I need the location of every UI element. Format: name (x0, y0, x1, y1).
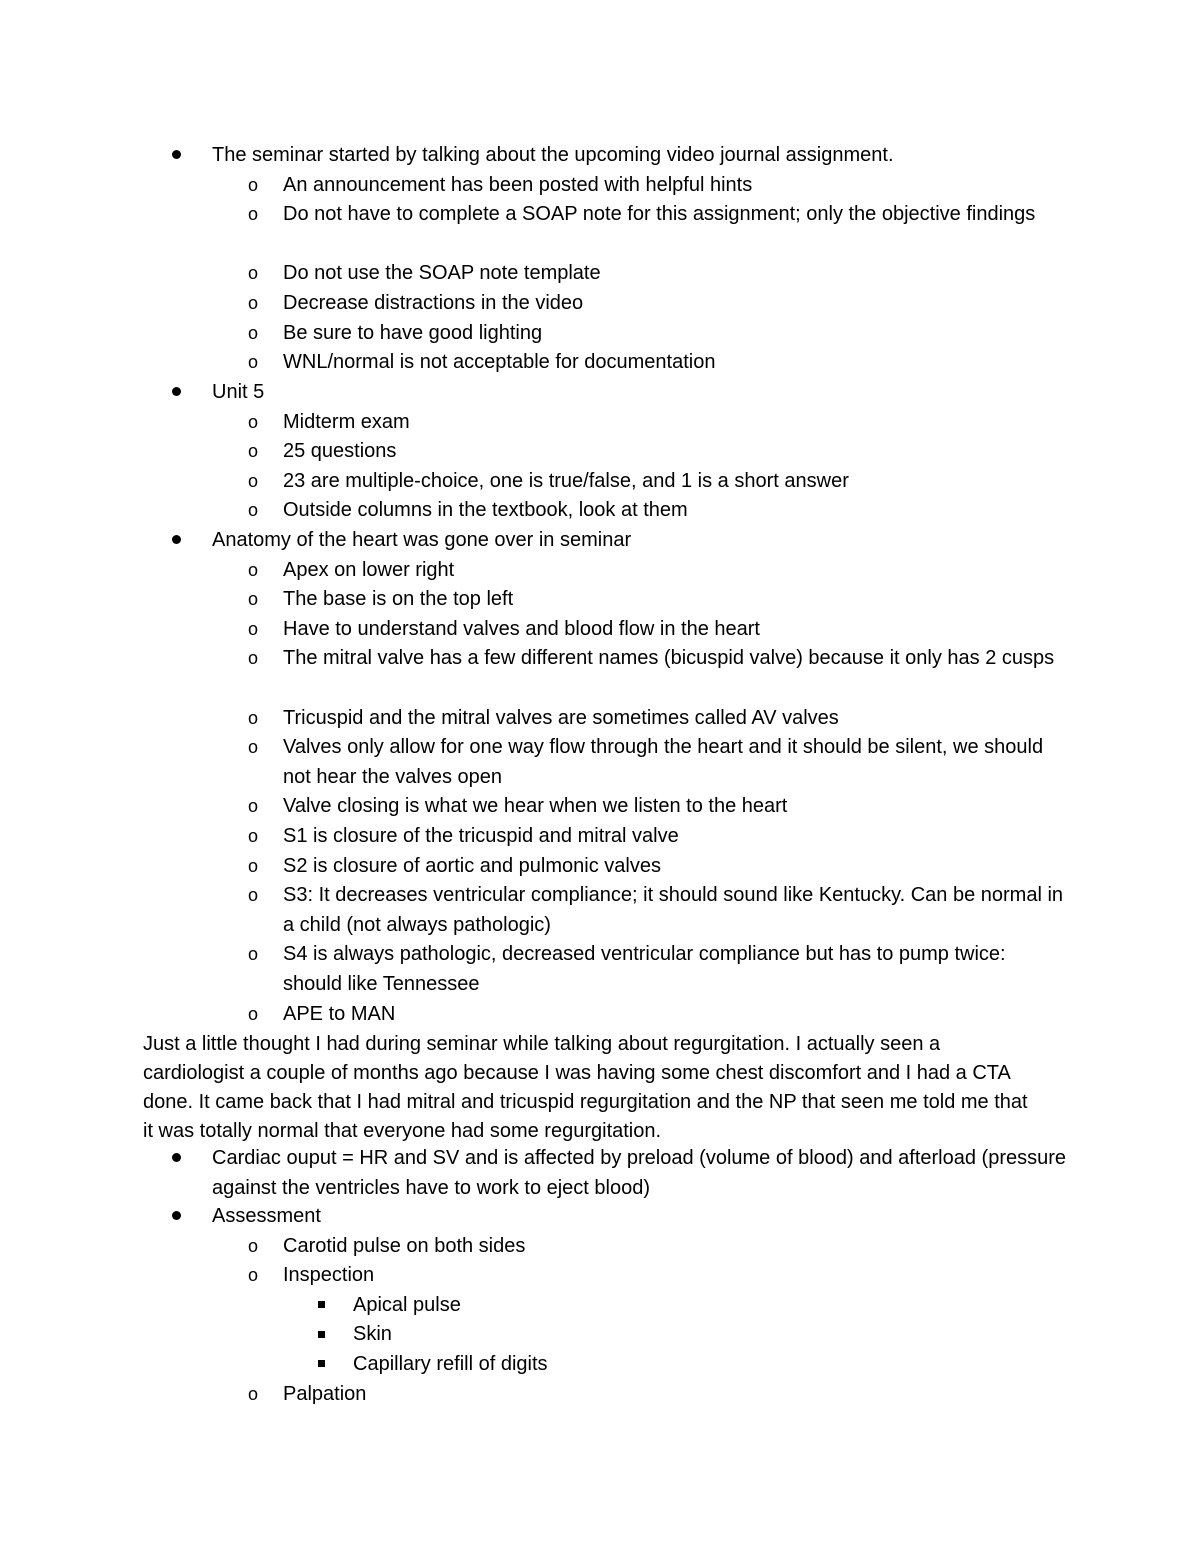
bullet-circle-icon: o (248, 292, 259, 313)
bullet-dot-icon (172, 1202, 181, 1232)
bullet-square-icon (318, 1291, 325, 1321)
list-item: o Tricuspid and the mitral valves are sometimes called AV valves (0, 704, 1200, 734)
list-item: o 23 are multiple-choice, one is true/false, and 1 is a short answer (0, 467, 1200, 497)
bullet-dot-icon (172, 141, 181, 171)
list-item: o Palpation (0, 1380, 1200, 1410)
list-item: o The mitral valve has a few different names (bicuspid valve) because it only has 2 cusps (0, 644, 1200, 703)
list-item: o APE to MAN (0, 1000, 1200, 1030)
bullet-circle-icon: o (248, 500, 259, 521)
list-item: o Valves only allow for one way flow through the heart and it should be silent, we should not hear the valves open (0, 733, 1200, 792)
bullet-circle-icon: o (248, 411, 259, 432)
list-item: o Valve closing is what we hear when we listen to the heart (0, 792, 1200, 822)
list-item: o Outside columns in the textbook, look at them (0, 496, 1200, 526)
bullet-circle-icon: o (248, 737, 259, 758)
list-item: The seminar started by talking about the upcoming video journal assignment. (0, 141, 1200, 171)
bullet-square-icon (318, 1350, 325, 1380)
bullet-circle-icon: o (248, 470, 259, 491)
list-item: o S1 is closure of the tricuspid and mitral valve (0, 822, 1200, 852)
bullet-circle-icon: o (248, 174, 259, 195)
list-item: o Be sure to have good lighting (0, 319, 1200, 349)
list-item: Anatomy of the heart was gone over in seminar (0, 526, 1200, 556)
list-item: o An announcement has been posted with helpful hints (0, 171, 1200, 201)
bullet-square-icon (318, 1320, 325, 1350)
list-item: o WNL/normal is not acceptable for documentation (0, 348, 1200, 378)
list-item: o S2 is closure of aortic and pulmonic valves (0, 852, 1200, 882)
section-assessment (0, 1202, 1200, 1409)
list-item: o Decrease distractions in the video (0, 289, 1200, 319)
list-item: o Do not use the SOAP note template (0, 259, 1200, 289)
list-item: Apical pulse (0, 1291, 1200, 1321)
bullet-circle-icon: o (248, 648, 259, 669)
bullet-circle-icon: o (248, 944, 259, 965)
bullet-circle-icon: o (248, 352, 259, 373)
list-item: o Have to understand valves and blood flow in the heart (0, 615, 1200, 645)
bullet-circle-icon: o (248, 441, 259, 462)
list-item: Capillary refill of digits (0, 1350, 1200, 1380)
bullet-circle-icon: o (248, 825, 259, 846)
section-video-journal (0, 141, 1200, 378)
list-item: o Apex on lower right (0, 556, 1200, 586)
bullet-circle-icon: o (248, 1383, 259, 1404)
list-item: o Do not have to complete a SOAP note for this assignment; only the objective findings (0, 200, 1200, 259)
section-unit-5 (0, 378, 1200, 526)
bullet-dot-icon (172, 378, 181, 408)
bullet-circle-icon: o (248, 796, 259, 817)
bullet-circle-icon: o (248, 1265, 259, 1286)
section-cardiac-output (0, 1144, 1200, 1203)
section-heart-anatomy (0, 526, 1200, 1029)
bullet-circle-icon: o (248, 559, 259, 580)
bullet-circle-icon: o (248, 1235, 259, 1256)
list-item: Unit 5 (0, 378, 1200, 408)
bullet-circle-icon: o (248, 618, 259, 639)
list-item: Skin (0, 1320, 1200, 1350)
bullet-circle-icon: o (248, 589, 259, 610)
reflection-paragraph: Just a little thought I had during seminar while talking about regurgitation. I actually seen a cardiologist a couple of months ago because I was having some chest discomfort and I had a CTA done. It came back that I had mitral and tricuspid regurgitation and the NP that seen me told me that it was totally normal that everyone had some regurgitation. (143, 1033, 1028, 1143)
bullet-circle-icon: o (248, 855, 259, 876)
list-item: o Carotid pulse on both sides (0, 1232, 1200, 1262)
list-item: Cardiac ouput = HR and SV and is affected by preload (volume of blood) and afterload (pressure against the ventricles have to work to eject blood) (0, 1144, 1200, 1203)
list-item: o S4 is always pathologic, decreased ventricular compliance but has to pump twice: should like Tennessee (0, 940, 1200, 999)
bullet-circle-icon: o (248, 263, 259, 284)
bullet-circle-icon: o (248, 322, 259, 343)
bullet-circle-icon: o (248, 204, 259, 225)
list-item: o Inspection (0, 1261, 1200, 1291)
list-item: o The base is on the top left (0, 585, 1200, 615)
list-item: Assessment (0, 1202, 1200, 1232)
bullet-dot-icon (172, 1144, 181, 1174)
bullet-circle-icon: o (248, 707, 259, 728)
bullet-circle-icon: o (248, 1003, 259, 1024)
bullet-circle-icon: o (248, 885, 259, 906)
list-item: o Midterm exam (0, 408, 1200, 438)
list-item: o 25 questions (0, 437, 1200, 467)
bullet-dot-icon (172, 526, 181, 556)
list-item: o S3: It decreases ventricular compliance; it should sound like Kentucky. Can be normal in a child (not always pathologic) (0, 881, 1200, 940)
